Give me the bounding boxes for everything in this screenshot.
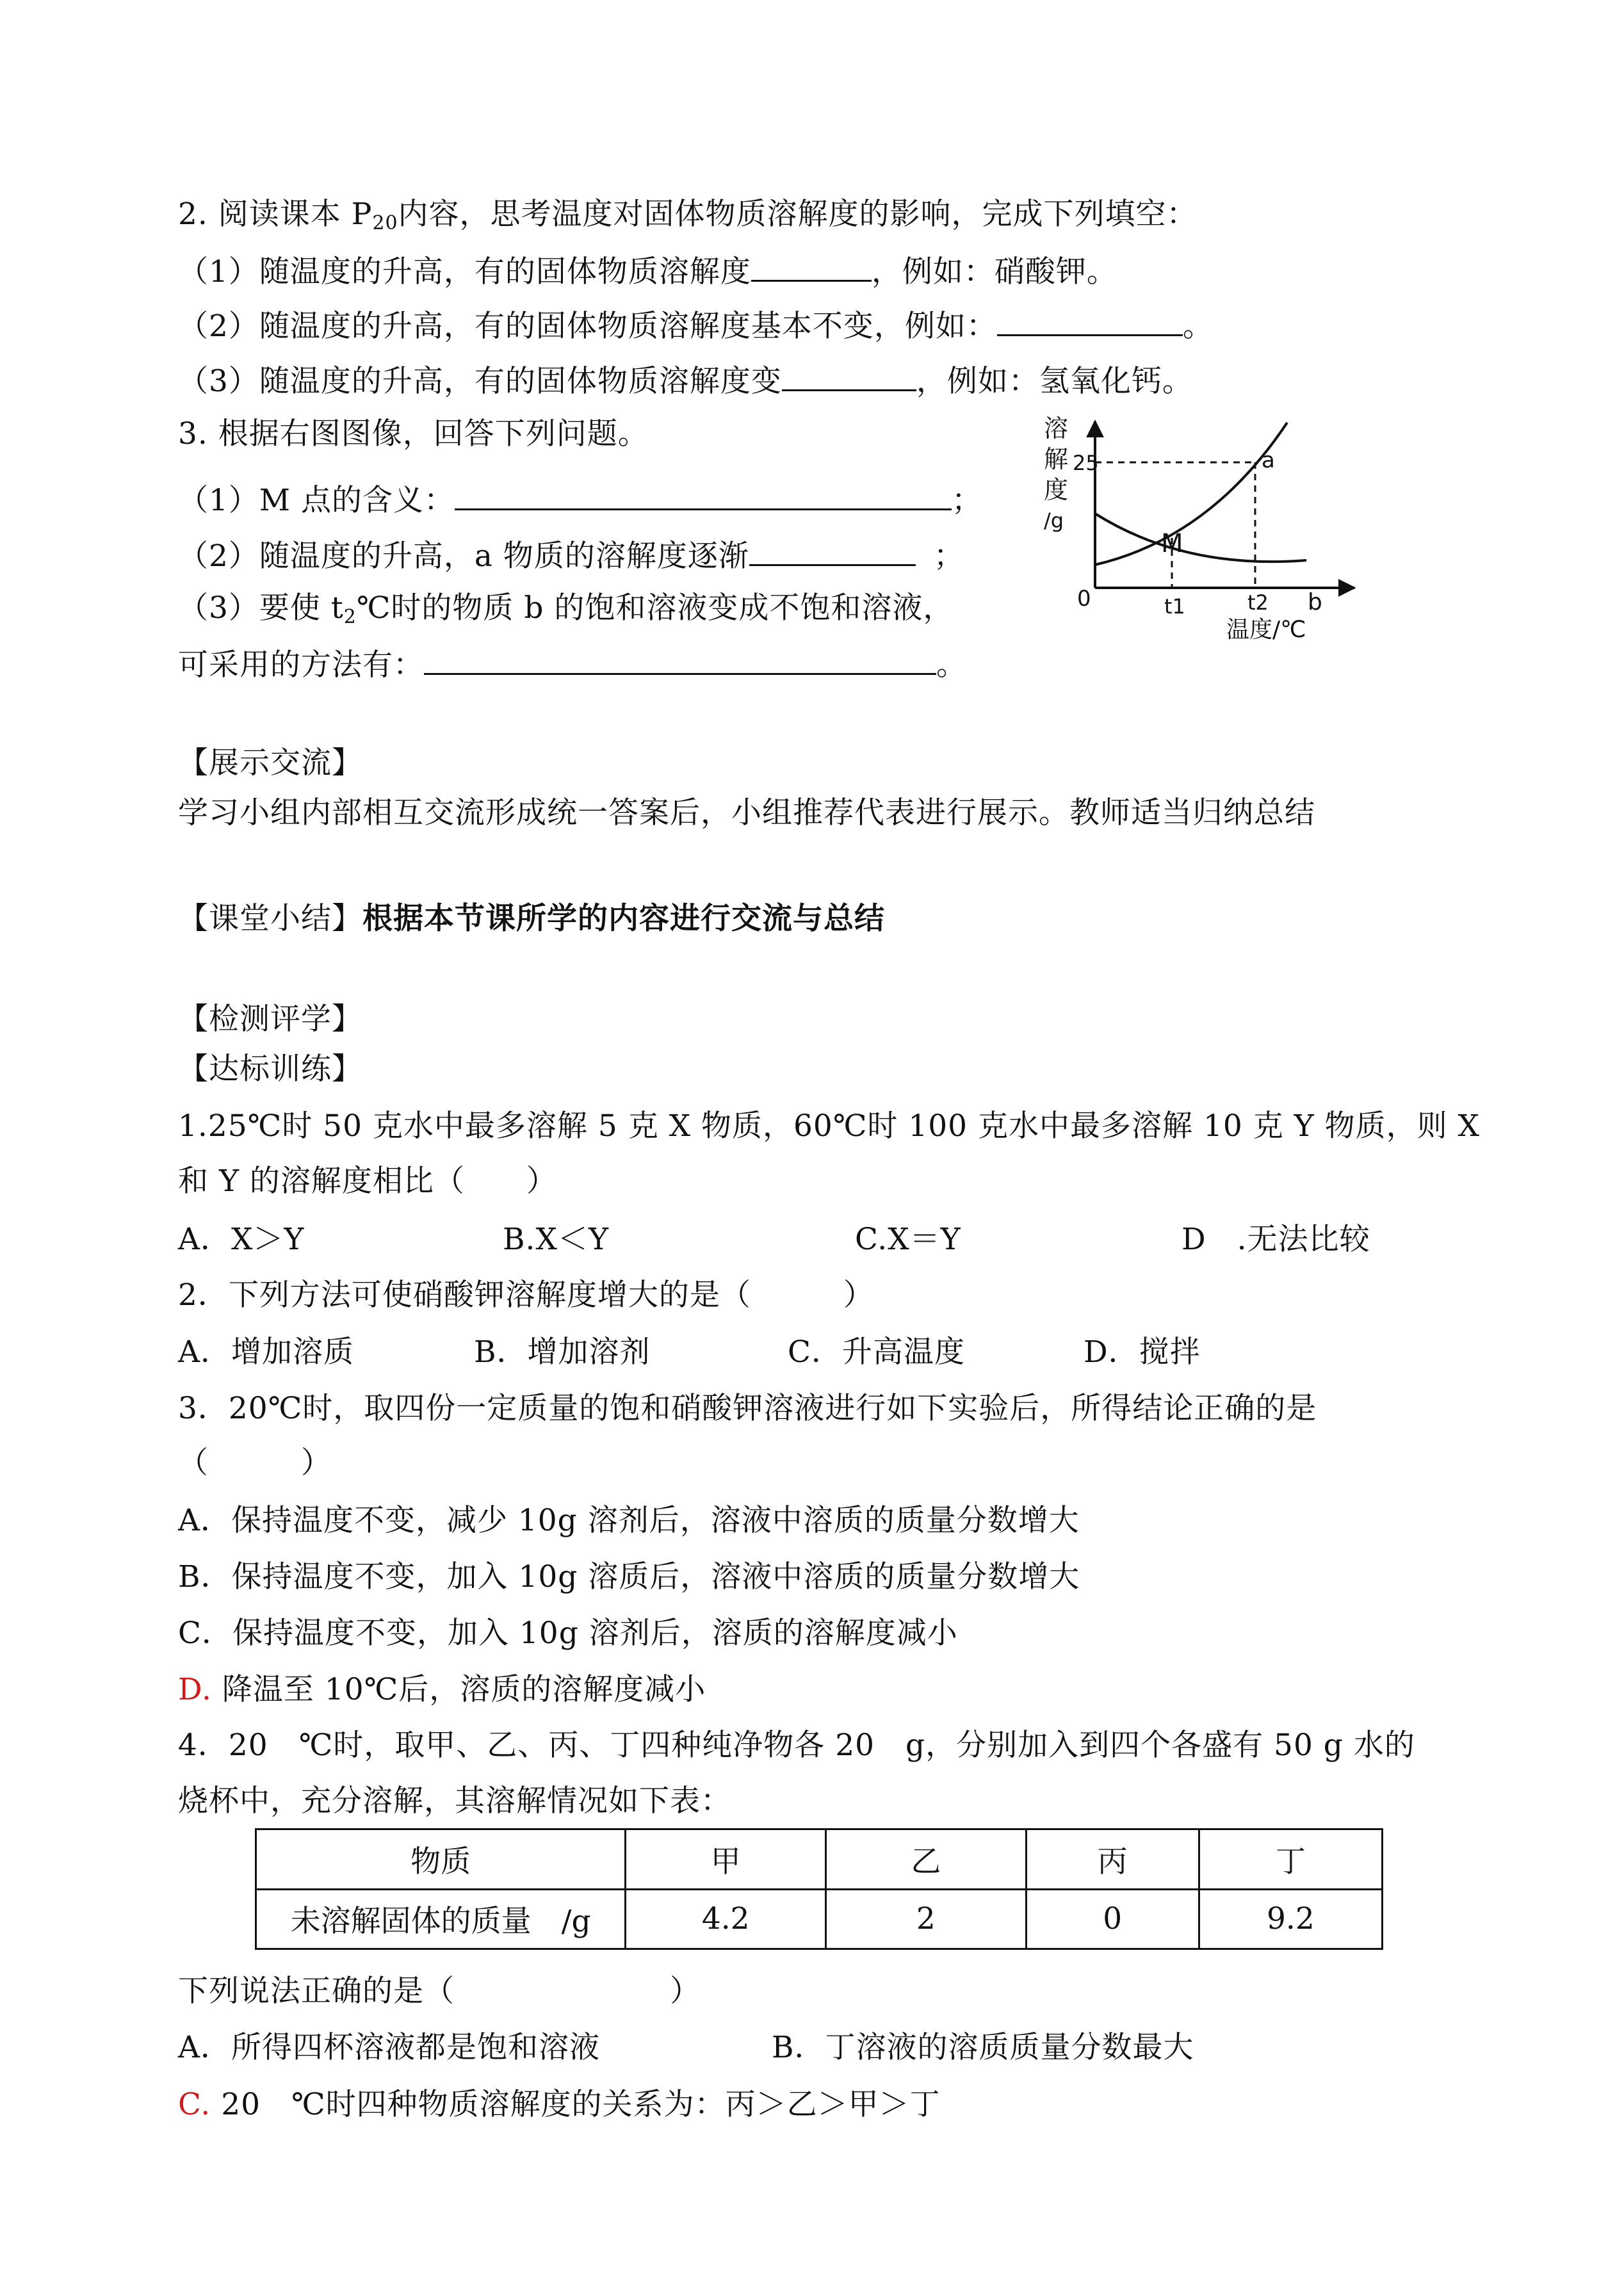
p2-option-d: D．搅拌 [1084, 1334, 1201, 1370]
table-cell: 0 [1026, 1889, 1199, 1949]
test-heading: 【检测评学】 [178, 1002, 362, 1037]
svg-text:度: 度 [1044, 476, 1069, 504]
curve-a-label: a [1262, 448, 1275, 473]
q2-item-1: （1）随温度的升高，有的固体物质溶解度 ，例如：硝酸钾。 [178, 250, 1117, 291]
p1-option-a: A．X＞Y [178, 1222, 305, 1257]
table-cell: 4.2 [626, 1889, 826, 1949]
x-axis-label: 温度/℃ [1226, 617, 1306, 643]
p2-stem: 2．下列方法可使硝酸钾溶解度增大的是（ ） [178, 1277, 874, 1313]
curve-b-label: b [1308, 589, 1322, 615]
table-cell: 丁 [1199, 1829, 1382, 1890]
origin-label: 0 [1077, 586, 1091, 612]
table-header-row [256, 1829, 1383, 1890]
table-cell: 9.2 [1199, 1889, 1382, 1949]
y-tick-label: 25 [1073, 451, 1099, 475]
exchange-heading: 【展示交流】 [178, 745, 362, 781]
y-axis-label [1044, 414, 1068, 533]
x-tick-t2: t2 [1247, 590, 1269, 615]
p4-option-c: C. 20 ℃时四种物质溶解度的关系为：丙＞乙＞甲＞丁 [178, 2087, 941, 2122]
summary-line: 【课堂小结】根据本节课所学的内容进行交流与总结 [178, 901, 885, 936]
table-row [256, 1889, 1383, 1949]
p4-question: 下列说法正确的是（ ） [178, 1974, 701, 2009]
p4-option-a: A．所得四杯溶液都是饱和溶液 [178, 2030, 600, 2065]
p1-option-d: D .无法比较 [1181, 1222, 1370, 1257]
q3-title: 3. 根据右图图像，回答下列问题。 [178, 416, 649, 451]
p3-bracket: （ ） [178, 1445, 332, 1480]
table-cell: 未溶解固体的质量 /g [256, 1889, 626, 1949]
p4-stem-line-2: 烧杯中，充分溶解，其溶解情况如下表： [178, 1783, 731, 1819]
p3-option-b: B．保持温度不变，加入 10g 溶质后，溶液中溶质的质量分数增大 [178, 1559, 1080, 1594]
svg-text:解: 解 [1044, 445, 1069, 473]
table-cell: 甲 [626, 1829, 826, 1890]
q2-item-2: （2）随温度的升高，有的固体物质溶解度基本不变，例如： 。 [178, 305, 1214, 346]
answer-blank[interactable] [997, 305, 1183, 336]
q3-item-2: （2）随温度的升高，a 物质的溶解度逐渐 ； [178, 535, 964, 576]
p1-stem-line-1: 1.25℃时 50 克水中最多溶解 5 克 X 物质，60℃时 100 克水中最多溶解 10 克 Y 物质，则 X [178, 1108, 1480, 1144]
answer-blank[interactable] [424, 644, 936, 675]
exchange-text: 学习小组内部相互交流形成统一答案后，小组推荐代表进行展示。教师适当归纳总结 [178, 795, 1315, 831]
q2-item-3: （3）随温度的升高，有的固体物质溶解度变 ，例如：氢氧化钙。 [178, 360, 1193, 401]
p4-stem-line-1: 4．20 ℃时，取甲、乙、丙、丁四种纯净物各 20 g，分别加入到四个各盛有 50 g 水的 [178, 1728, 1415, 1763]
p2-option-c: C．升高温度 [788, 1334, 965, 1370]
p3-stem: 3．20℃时，取四份一定质量的饱和硝酸钾溶液进行如下实验后，所得结论正确的是 [178, 1391, 1317, 1426]
p2-option-b: B．增加溶剂 [474, 1334, 651, 1370]
p4-option-b: B．丁溶液的溶质质量分数最大 [772, 2030, 1194, 2065]
table-cell: 丙 [1026, 1829, 1199, 1890]
p2-option-a: A．增加溶质 [178, 1334, 354, 1370]
x-tick-t1: t1 [1164, 594, 1185, 619]
svg-text:溶: 溶 [1044, 414, 1069, 442]
point-m-label: M [1161, 529, 1183, 558]
q3-item-1: （1）M 点的含义： ； [178, 479, 982, 520]
p1-option-c: C.X＝Y [855, 1222, 961, 1257]
p1-stem-line-2: 和 Y 的溶解度相比（ ） [178, 1164, 557, 1199]
table-cell: 2 [826, 1889, 1027, 1949]
answer-blank[interactable] [749, 535, 916, 566]
q2-title: 2. 阅读课本 $P_{20}$内容，思考温度对固体物质溶解度的影响，完成下列填空： [178, 197, 1198, 234]
answer-blank[interactable] [455, 479, 952, 510]
table-cell: 乙 [826, 1829, 1027, 1890]
p3-option-a: A．保持温度不变，减少 10g 溶剂后，溶液中溶质的质量分数增大 [178, 1503, 1080, 1538]
dissolution-table [255, 1828, 1383, 1950]
table-cell: 物质 [256, 1829, 626, 1890]
svg-text:/g: /g [1044, 508, 1064, 533]
solubility-chart [1018, 410, 1364, 647]
p1-option-b: B.X＜Y [503, 1222, 609, 1257]
test-sub-heading: 【达标训练】 [178, 1051, 362, 1087]
p3-option-c: C．保持温度不变，加入 10g 溶剂后，溶质的溶解度减小 [178, 1616, 958, 1651]
q3-item-3: （3）要使 $t_2℃$时的物质 b 的饱和溶液变成不饱和溶液， [178, 590, 954, 628]
p3-option-d: D. 降温至 10℃后，溶质的溶解度减小 [178, 1672, 706, 1707]
answer-blank[interactable] [782, 360, 916, 391]
q3-item-4: 可采用的方法有： 。 [178, 644, 967, 685]
curve-a [1095, 423, 1287, 565]
answer-blank[interactable] [751, 250, 872, 282]
